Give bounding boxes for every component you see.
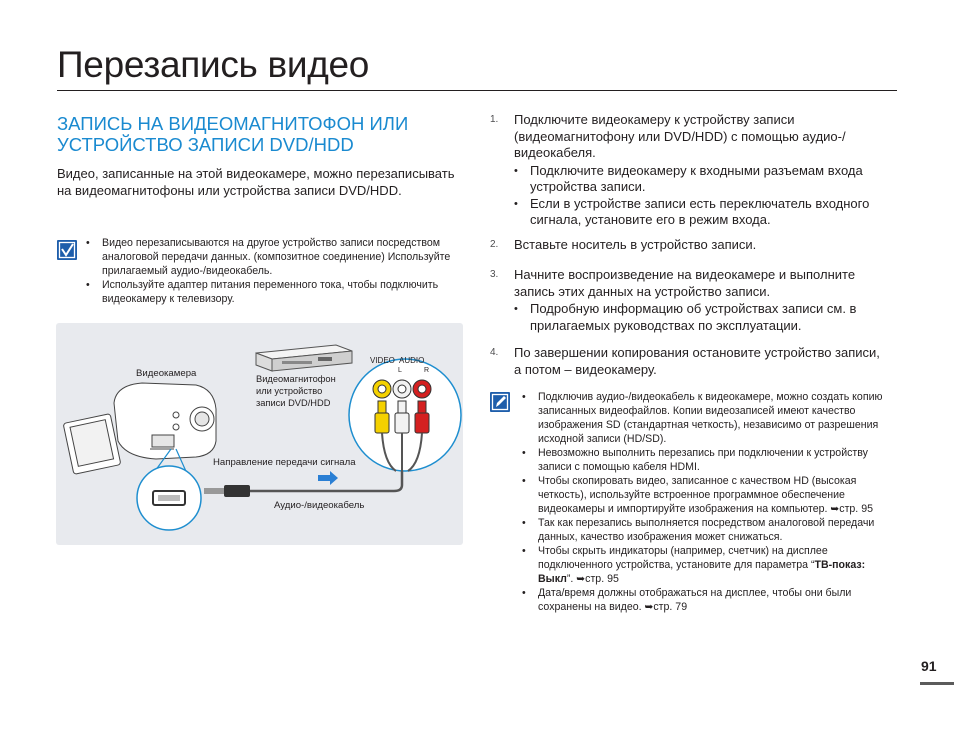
step-3: [490, 267, 890, 334]
cable-plug: [224, 485, 250, 497]
page-ref-link[interactable]: ➥стр. 95: [830, 503, 873, 515]
right-note-item: • Так как перезапись выполняется посредством аналоговой передачи данных, качество изображения может снижаться.: [520, 516, 895, 544]
setting-name: ТВ-показ: Выкл: [538, 559, 866, 585]
signal-direction-label: Направление передачи сигнала: [213, 457, 356, 468]
camcorder-label: Видеокамера: [136, 368, 197, 379]
note-pencil-icon: [490, 392, 510, 412]
note-check-icon: [57, 240, 77, 260]
av-plugs: [375, 401, 429, 433]
left-note-item: • Видео перезаписываются на другое устройство записи посредством аналоговой передачи данных. (композитное соединение) Используйте прилагаемый аудио-/видеокабель.: [84, 236, 469, 278]
step-1: [490, 112, 890, 229]
cable-label: Аудио-/видеокабель: [274, 500, 365, 511]
audio-jack-label: AUDIO: [399, 356, 425, 365]
section-heading: ЗАПИСЬ НА ВИДЕОМАГНИТОФОН ИЛИ УСТРОЙСТВО ЗАПИСИ DVD/HDD: [57, 113, 409, 155]
recorder-label-line3: записи DVD/HDD: [256, 398, 331, 408]
step-2: [490, 237, 890, 254]
recorder-label-line1: Видеомагнитофон: [256, 374, 336, 384]
step-number: 3.: [490, 269, 499, 280]
right-note-text: Чтобы скопировать видео, записанное с качеством HD (высокая четкость), используйте встроенное программное обеспечение видеокамеры и импортируйте изображения на компьютер.: [538, 475, 857, 515]
page-number-bar: [920, 682, 954, 685]
connection-diagram: [56, 323, 463, 545]
recorder-label-line2: или устройство: [256, 386, 323, 396]
left-note-item: • Используйте адаптер питания переменного тока, чтобы подключить видеокамеру к телевизору.: [84, 278, 469, 306]
right-note-item: • Подключив аудио-/видеокабель к видеокамере, можно создать копию записанных видеофайлов. Копии видеозаписей имеют качество изображения SD (стандартная четкость), независимо от разрешения исходной записи (HD/SD).: [520, 390, 895, 446]
audio-left-label: L: [398, 367, 402, 374]
step-text: Вставьте носитель в устройство записи.: [514, 237, 757, 252]
camcorder-illustration: [63, 383, 216, 474]
right-note-item: [520, 474, 895, 516]
left-note-list: [84, 236, 469, 306]
step-text: Начните воспроизведение на видеокамере и выполните запись этих данных на устройство записи.: [514, 267, 856, 299]
step-text: Подключите видеокамеру к устройству записи (видеомагнитофону или DVD/HDD) с помощью аудио-/видеокабеля.: [514, 112, 846, 160]
step-text: По завершении копирования остановите устройство записи, а потом – видеокамеру.: [514, 345, 880, 377]
step-number: 1.: [490, 114, 499, 125]
right-note-item: [520, 544, 895, 586]
signal-arrow-icon: [318, 471, 338, 485]
step-number: 2.: [490, 239, 499, 250]
step-number: 4.: [490, 347, 499, 358]
right-note-list: [520, 390, 895, 614]
audio-right-label: R: [424, 367, 430, 374]
step-sub-item: • Если в устройстве записи есть переключатель входного сигнала, установите его в режим входа.: [514, 196, 890, 229]
right-note-text: Чтобы скрыть индикаторы (например, счетчик) на дисплее подключенного устройства, установите для параметра “: [538, 545, 828, 571]
step-sub-item: • Подробную информацию об устройствах записи см. в прилагаемых руководствах по эксплуатации.: [514, 301, 890, 334]
right-note-text: ”. ➥стр. 95: [566, 573, 619, 585]
video-jack-label: VIDEO: [370, 356, 395, 365]
right-note-item: • Дата/время должны отображаться на дисплее, чтобы они были сохранены на видео. ➥стр. 79: [520, 586, 895, 614]
av-jacks: [373, 380, 431, 398]
recorder-illustration: [256, 345, 352, 371]
page-number: 91: [921, 658, 937, 674]
right-note-item: • Невозможно выполнить перезапись при подключении к устройству записи с помощью кабеля HDMI.: [520, 446, 895, 474]
title-divider: [57, 90, 897, 91]
page-title: Перезапись видео: [57, 44, 370, 85]
intro-paragraph: Видео, записанные на этой видеокамере, можно перезаписывать на видеомагнитофоны или устройства записи DVD/HDD.: [57, 166, 455, 198]
step-sub-item: • Подключите видеокамеру к входными разъемам входа устройства записи.: [514, 163, 890, 196]
step-4: [490, 345, 890, 378]
